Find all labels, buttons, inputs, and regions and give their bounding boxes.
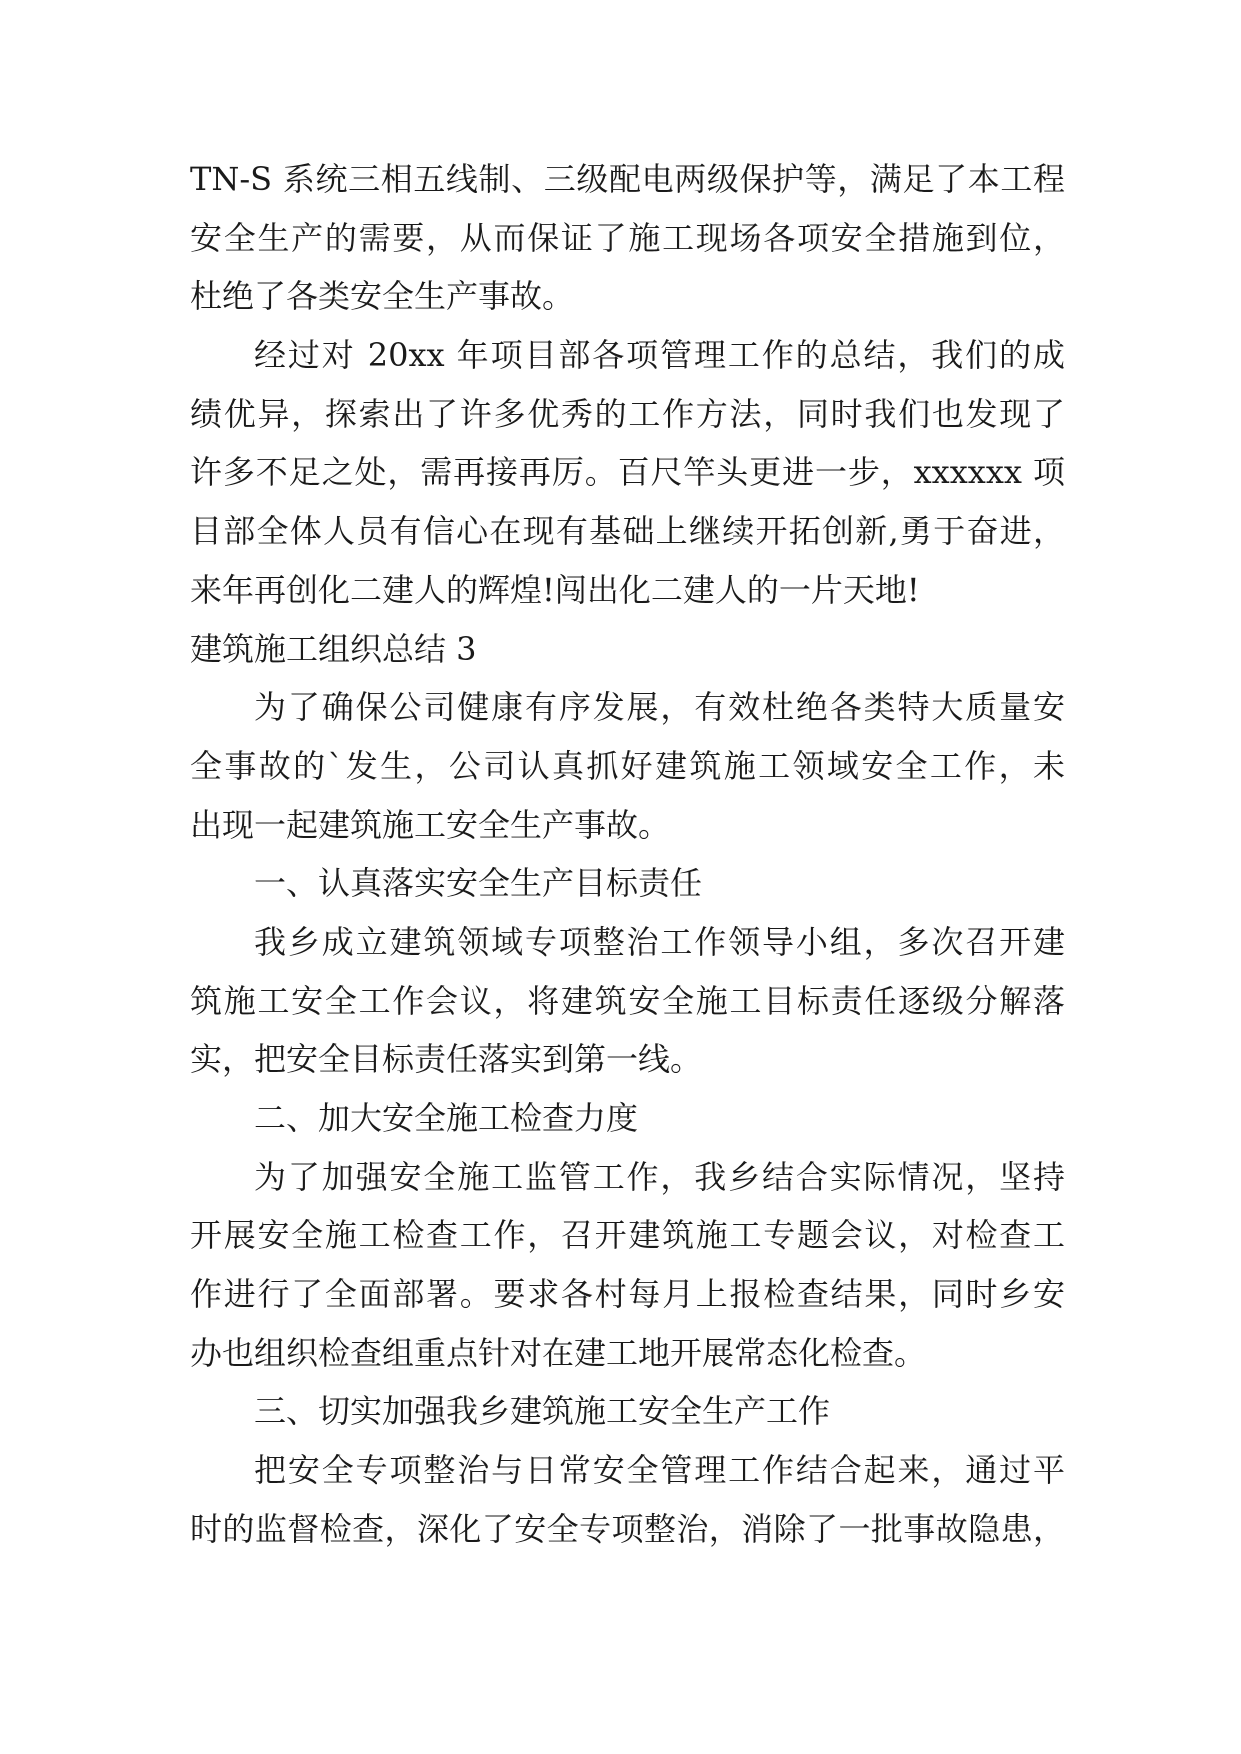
- subsection-heading: 一、认真落实安全生产目标责任: [254, 864, 703, 903]
- subsection-heading: 二、加大安全施工检查力度: [254, 1099, 639, 1137]
- text-line: 目部全体人员有信心在现有基础上继续开拓创新,勇于奋进，: [190, 512, 1065, 551]
- document-body: [190, 150, 1065, 1559]
- text-line: 我乡成立建筑领域专项整治工作领导小组，多次召开建: [254, 922, 1065, 961]
- text-line: 为了确保公司健康有序发展，有效杜绝各类特大质量安: [254, 688, 1065, 727]
- text-line: 经过对 20xx 年项目部各项管理工作的总结，我们的成: [254, 336, 1065, 375]
- text-line: 许多不足之处，需再接再厉。百尺竿头更进一步，xxxxxx 项: [190, 453, 1065, 492]
- text-line: 出现一起建筑施工安全生产事故。: [190, 805, 671, 844]
- text-line: 办也组织检查组重点针对在建工地开展常态化检查。: [190, 1333, 927, 1372]
- text-line: 把安全专项整治与日常安全管理工作结合起来，通过平: [254, 1451, 1065, 1490]
- text-line: 实，把安全目标责任落实到第一线。: [190, 1040, 703, 1079]
- text-line: 全事故的`发生，公司认真抓好建筑施工领域安全工作，未: [190, 746, 1065, 785]
- text-line: 作进行了全面部署。要求各村每月上报检查结果，同时乡安: [190, 1275, 1065, 1314]
- section-heading: 建筑施工组织总结 3: [190, 629, 477, 668]
- text-line: 为了加强安全施工监管工作，我乡结合实际情况，坚持: [254, 1157, 1065, 1196]
- subsection-heading: 三、切实加强我乡建筑施工安全生产工作: [254, 1392, 831, 1431]
- text-line: 安全生产的需要，从而保证了施工现场各项安全措施到位，: [190, 218, 1065, 257]
- text-line: 开展安全施工检查工作，召开建筑施工专题会议，对检查工: [190, 1216, 1065, 1255]
- text-line: 杜绝了各类安全生产事故。: [190, 277, 575, 316]
- text-line: 绩优异，探索出了许多优秀的工作方法，同时我们也发现了: [190, 394, 1065, 433]
- text-line: 来年再创化二建人的辉煌!闯出化二建人的一片天地!: [190, 570, 920, 609]
- text-line: 时的监督检查，深化了安全专项整治，消除了一批事故隐患，: [190, 1509, 1065, 1548]
- text-line: 筑施工安全工作会议，将建筑安全施工目标责任逐级分解落: [190, 981, 1065, 1020]
- text-line: TN-S 系统三相五线制、三级配电两级保护等，满足了本工程: [190, 160, 1065, 198]
